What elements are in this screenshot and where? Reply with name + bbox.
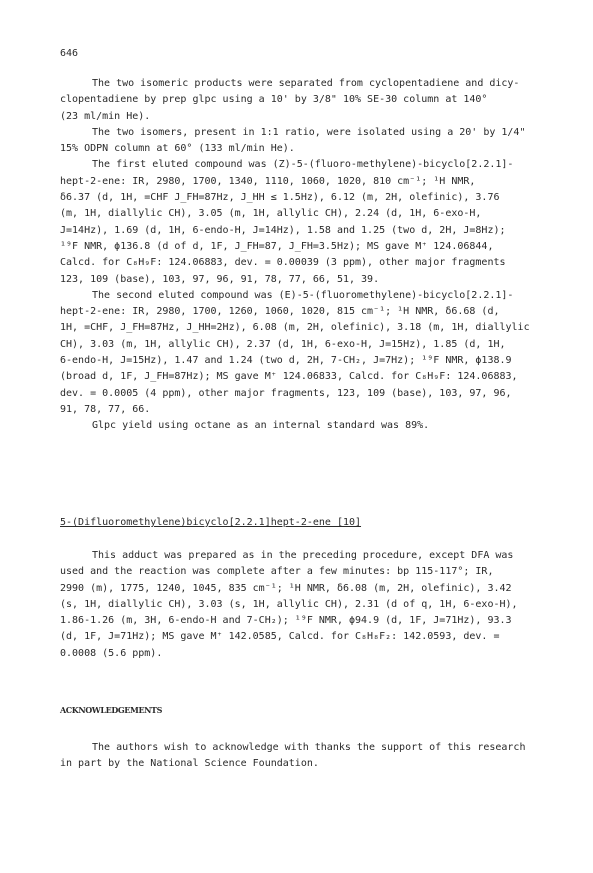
text-line: dev. = 0.0005 (4 ppm), other major fragments, 123, 109 (base), 103, 97, 96,: [60, 387, 512, 399]
text-line: The authors wish to acknowledge with thanks the support of this research: [92, 742, 526, 753]
text-line: 1.86-1.26 (m, 3H, 6-endo-H and 7-CH₂); ¹⁹F NMR, ϕ94.9 (d, 1F, J=71Hz), 93.3: [60, 615, 512, 627]
text-line: (m, 1H, diallylic CH), 3.05 (m, 1H, allylic CH), 2.24 (d, 1H, 6-exo-H,: [60, 208, 482, 220]
section-heading: 5-(Difluoromethylene)bicyclo[2.2.1]hept-2-ene [10]: [60, 517, 362, 528]
text-line: clopentadiene by prep glpc using a 10' by 3/8" 10% SE-30 column at 140°: [60, 94, 488, 106]
text-line: 2990 (m), 1775, 1240, 1045, 835 cm⁻¹; ¹H NMR, δ6.08 (m, 2H, olefinic), 3.42: [60, 582, 512, 594]
text-line: The second eluted compound was (E)-5-(fluoromethylene)-bicyclo[2.2.1]-: [92, 289, 514, 301]
page-number: 646: [60, 48, 79, 59]
text-line: 15% ODPN column at 60° (133 ml/min He).: [60, 143, 295, 155]
text-line: The first eluted compound was (Z)-5-(fluoro-methylene)-bicyclo[2.2.1]-: [92, 159, 514, 171]
text-line: δ6.37 (d, 1H, =CHF J_FH=87Hz, J_HH ≤ 1.5Hz), 6.12 (m, 2H, olefinic), 3.76: [60, 192, 500, 204]
text-line: ¹⁹F NMR, ϕ136.8 (d of d, 1F, J_FH=87, J_FH=3.5Hz); MS gave M⁺ 124.06844,: [60, 240, 494, 252]
text-line: (d, 1F, J=71Hz); MS gave M⁺ 142.0585, Calcd. for C₈H₈F₂: 142.0593, dev. =: [60, 631, 500, 643]
text-line: hept-2-ene: IR, 2980, 1700, 1260, 1060, 1020, 815 cm⁻¹; ¹H NMR, δ6.68 (d,: [60, 306, 500, 318]
text-line: (s, 1H, diallylic CH), 3.03 (s, 1H, allylic CH), 2.31 (d of q, 1H, 6-exo-H),: [60, 598, 518, 610]
text-line: Calcd. for C₈H₉F: 124.06883, dev. = 0.00039 (3 ppm), other major fragments: [60, 257, 506, 269]
text-line: hept-2-ene: IR, 2980, 1700, 1340, 1110, 1060, 1020, 810 cm⁻¹; ¹H NMR,: [60, 175, 476, 187]
text-line: 1H, =CHF, J_FH=87Hz, J_HH=2Hz), 6.08 (m, 2H, olefinic), 3.18 (m, 1H, diallylic: [60, 322, 530, 334]
text-line: 0.0008 (5.6 ppm).: [60, 647, 163, 659]
text-line: The two isomeric products were separated from cyclopentadiene and dicy-: [92, 78, 520, 89]
text-line: J=14Hz), 1.69 (d, 1H, 6-endo-H, J=14Hz), 1.58 and 1.25 (two d, 2H, J=8Hz);: [60, 224, 506, 236]
text-line: Glpc yield using octane as an internal standard was 89%.: [92, 420, 430, 432]
text-line: 91, 78, 77, 66.: [60, 403, 151, 415]
text-line: The two isomers, present in 1:1 ratio, were isolated using a 20' by 1/4": [92, 126, 526, 138]
acknowledgements-heading: ACKNOWLEDGEMENTS: [60, 705, 162, 715]
text-line: used and the reaction was complete after a few minutes: bp 115-117°; IR,: [60, 566, 494, 578]
text-line: This adduct was prepared as in the preceding procedure, except DFA was: [92, 550, 514, 561]
text-line: 123, 109 (base), 103, 97, 96, 91, 78, 77, 66, 51, 39.: [60, 273, 380, 285]
text-line: (broad d, 1F, J_FH=87Hz); MS gave M⁺ 124.06833, Calcd. for C₈H₉F: 124.06883,: [60, 371, 518, 383]
text-line: CH), 3.03 (m, 1H, allylic CH), 2.37 (d, 1H, 6-exo-H, J=15Hz), 1.85 (d, 1H,: [60, 338, 506, 350]
text-line: (23 ml/min He).: [60, 110, 151, 122]
text-line: in part by the National Science Foundation.: [60, 758, 319, 770]
acknowledgements-text: [60, 740, 565, 773]
text-line: 6-endo-H, J=15Hz), 1.47 and 1.24 (two d, 2H, 7-CH₂, J=7Hz); ¹⁹F NMR, ϕ138.9: [60, 355, 512, 367]
paragraph-separation: [60, 76, 565, 435]
paragraph-difluoro: [60, 548, 565, 662]
